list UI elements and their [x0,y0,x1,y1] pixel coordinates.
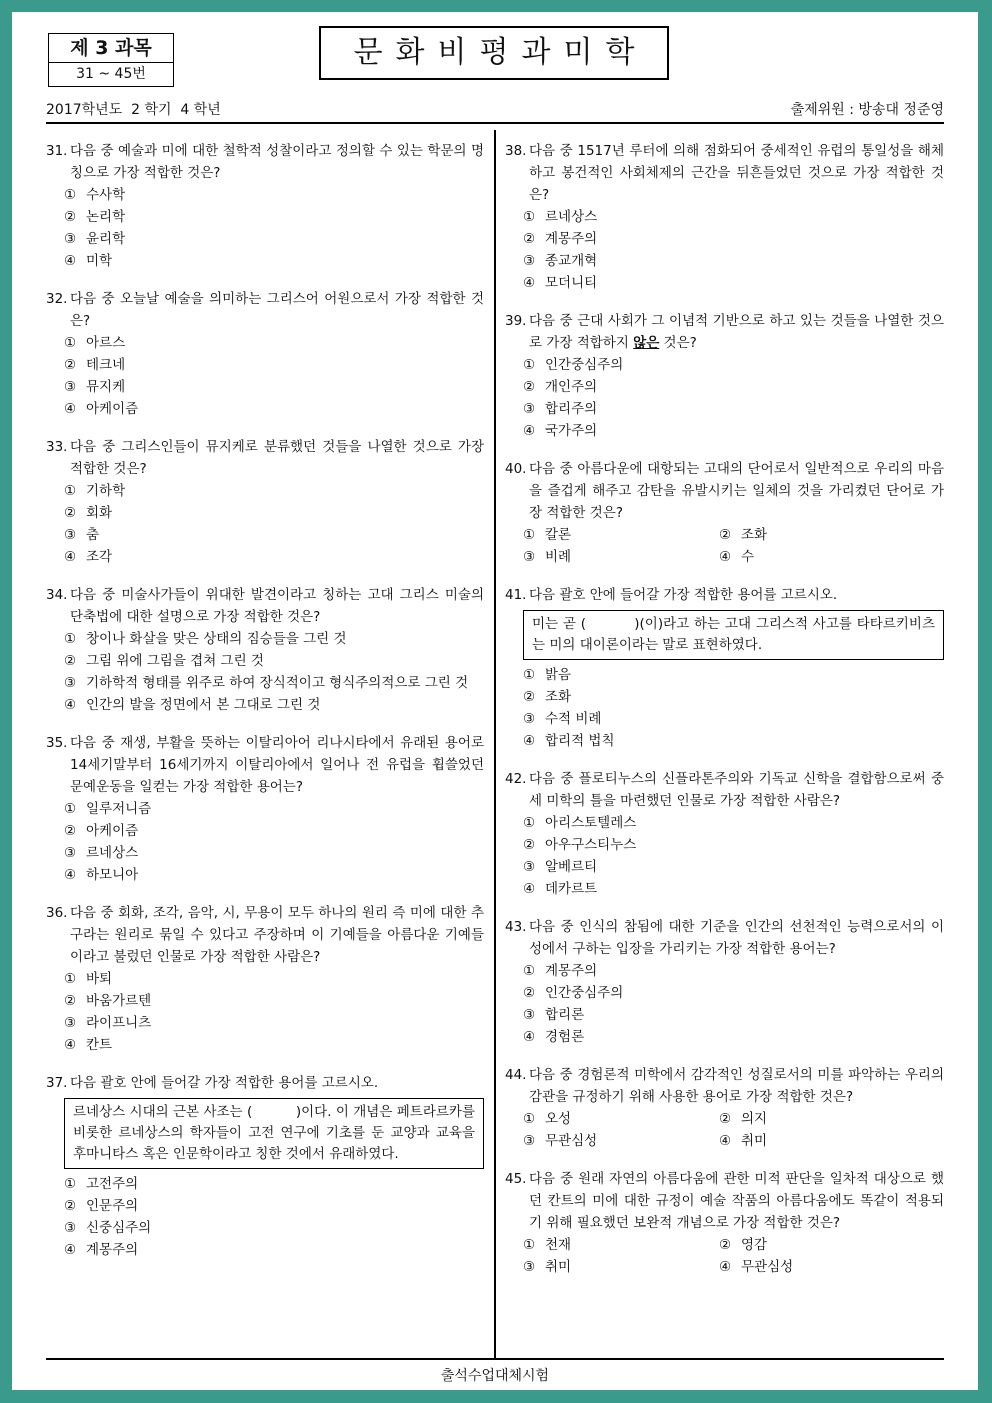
question-32 [46,288,484,420]
option-2[interactable]: ② 조화 [523,689,572,705]
question-31 [46,140,484,272]
option-2[interactable]: ② 의지 [719,1111,768,1127]
question-text: 다음 중 오늘날 예술을 의미하는 그리스어 어원으로서 가장 적합한 것은? [70,291,484,329]
option-3[interactable]: ③ 합리주의 [523,401,598,417]
option-3[interactable]: ③ 비례 [523,549,572,565]
option-3[interactable]: ③ 종교개혁 [523,253,598,269]
option-3[interactable]: ③ 무관심성 [523,1133,598,1149]
option-2[interactable]: ② 영감 [719,1237,768,1253]
option-2[interactable]: ② 테크네 [64,357,126,373]
option-4[interactable]: ④ 수 [719,549,755,565]
option-2[interactable]: ② 논리학 [64,209,126,225]
column-divider [494,130,496,1358]
option-4[interactable]: ④ 합리적 법칙 [523,733,615,749]
question-number: 41. [505,587,527,603]
question-text: 다음 괄호 안에 들어갈 가장 적합한 용어를 고르시오. [70,1075,379,1091]
option-2[interactable]: ② 인간중심주의 [523,985,624,1001]
option-1[interactable]: ① 바퇴 [64,971,113,987]
option-3[interactable]: ③ 뮤지케 [64,379,126,395]
option-4[interactable]: ④ 인간의 발을 정면에서 본 그대로 그린 것 [64,697,321,713]
question-number: 31. [46,143,68,159]
question-38 [505,140,944,294]
question-number: 44. [505,1067,527,1083]
option-1[interactable]: ① 일루저니즘 [64,801,152,817]
question-39 [505,310,944,442]
option-2[interactable]: ② 조화 [719,527,768,543]
question-text: 다음 중 인식의 참됨에 대한 기준을 인간의 선천적인 능력으로서의 이성에서 구하는 입장을 가리키는 가장 적합한 용어는? [529,919,944,957]
negation-emphasis: 않은 [633,335,660,351]
question-number: 38. [505,143,527,159]
question-number: 43. [505,919,527,935]
option-1[interactable]: ① 수사학 [64,187,126,203]
question-text: 다음 중 근대 사회가 그 이념적 기반으로 하고 있는 것들을 나열한 것으로 가장 적합하지 않은 것은? [529,313,944,351]
option-1[interactable]: ① 계몽주의 [523,963,598,979]
option-1[interactable]: ① 기하학 [64,483,126,499]
question-44 [505,1064,944,1152]
option-4[interactable]: ④ 미학 [64,253,113,269]
option-2[interactable]: ② 계몽주의 [523,231,598,247]
question-number: 32. [46,291,68,307]
option-1[interactable]: ① 르네상스 [523,209,598,225]
option-1[interactable]: ① 아르스 [64,335,126,351]
option-3[interactable]: ③ 춤 [64,527,100,543]
option-4[interactable]: ④ 하모니아 [64,867,139,883]
option-1[interactable]: ① 창이나 화살을 맞은 상태의 짐승들을 그린 것 [64,631,347,647]
option-4[interactable]: ④ 데카르트 [523,881,598,897]
option-2[interactable]: ② 그림 위에 그림을 겹쳐 그린 것 [64,653,264,669]
option-4[interactable]: ④ 취미 [719,1133,768,1149]
question-number: 33. [46,439,68,455]
option-3[interactable]: ③ 합리론 [523,1007,585,1023]
question-43 [505,916,944,1048]
option-1[interactable]: ① 고전주의 [64,1176,139,1192]
question-36 [46,902,484,1056]
option-2[interactable]: ② 회화 [64,505,113,521]
question-text: 다음 중 재생, 부활을 뜻하는 이탈리아어 리나시타에서 유래된 용어로 14세기말부터 16세기까지 이탈리아에서 일어나 전 유럽을 휩쓸었던 문예운동을 일컫는 가장 적합한 용어는? [70,735,484,795]
option-3[interactable]: ③ 르네상스 [64,845,139,861]
passage-box: 르네상스 시대의 근본 사조는 ( )이다. 이 개념은 페트라르카를 비롯한 르네상스의 학자들이 고전 연구에 기초를 둔 교양과 교육을 후마니타스 혹은 인문학이라고 칭한 것에서 유래하였다. [64,1098,484,1169]
question-33 [46,436,484,568]
question-number: 34. [46,587,68,603]
question-42 [505,768,944,900]
question-number: 42. [505,771,527,787]
option-1[interactable]: ① 인간중심주의 [523,357,624,373]
subject-label: 제 3 과목 [49,34,173,63]
option-4[interactable]: ④ 계몽주의 [64,1242,139,1258]
option-4[interactable]: ④ 아케이즘 [64,401,139,417]
question-number: 39. [505,313,527,329]
option-4[interactable]: ④ 경험론 [523,1029,585,1045]
question-number: 40. [505,461,527,477]
exam-page [12,12,978,1390]
passage-box: 미는 곧 ( )(이)라고 하는 고대 그리스적 사고를 타타르키비츠는 미의 대이론이라는 말로 표현하였다. [523,610,944,660]
question-text: 다음 중 아름다운에 대항되는 고대의 단어로서 일반적으로 우리의 마음을 즐겁게 해주고 감탄을 유발시키는 일체의 것을 가리켰던 단어로 가장 적합한 것은? [529,461,944,521]
question-number: 45. [505,1171,527,1187]
footer-text: 출석수업대체시험 [440,1368,550,1384]
question-text: 다음 중 그리스인들이 뮤지케로 분류했던 것들을 나열한 것으로 가장 적합한 것은? [70,439,484,477]
option-4[interactable]: ④ 무관심성 [719,1259,794,1275]
option-1[interactable]: ① 칼론 [523,527,572,543]
term-info: 2017학년도 2 학기 4 학년 [46,102,221,118]
option-2[interactable]: ② 인문주의 [64,1198,139,1214]
question-number: 36. [46,905,68,921]
question-text: 다음 중 미술사가들이 위대한 발견이라고 칭하는 고대 그리스 미술의 단축법에 대한 설명으로 가장 적합한 것은? [70,587,484,625]
option-3[interactable]: ③ 취미 [523,1259,572,1275]
option-3[interactable]: ③ 기하학적 형태를 위주로 하여 장식적이고 형식주의적으로 그린 것 [64,675,469,691]
question-text: 다음 중 원래 자연의 아름다움에 관한 미적 판단을 일차적 대상으로 했던 칸트의 미에 대한 규정이 예술 작품의 아름다움에도 똑같이 적용되기 위해 필요했던 보완적 개념으로 가장 적합한 것은? [529,1171,944,1231]
question-40 [505,458,944,568]
question-35 [46,732,484,886]
question-text: 다음 중 경험론적 미학에서 감각적인 성질로서의 미를 파악하는 우리의 감관을 규정하기 위해 사용한 용어로 가장 적합한 것은? [529,1067,944,1105]
option-2[interactable]: ② 개인주의 [523,379,598,395]
option-3[interactable]: ③ 윤리학 [64,231,126,247]
option-1[interactable]: ① 밝음 [523,667,572,683]
option-1[interactable]: ① 아리스토텔레스 [523,815,637,831]
subject-box [48,33,174,87]
option-4[interactable]: ④ 모더니티 [523,275,598,291]
option-4[interactable]: ④ 국가주의 [523,423,598,439]
option-2[interactable]: ② 아케이즘 [64,823,139,839]
footer-divider [46,1358,944,1360]
left-column [46,140,484,1261]
right-column [505,140,944,1278]
option-3[interactable]: ③ 라이프니츠 [64,1015,152,1031]
question-34 [46,584,484,716]
option-3[interactable]: ③ 수적 비례 [523,711,602,727]
question-37 [46,1072,484,1261]
exam-title: 문화비평과미학 [319,26,669,80]
question-text: 다음 중 플로티누스의 신플라톤주의와 기독교 신학을 결합함으로써 중세 미학의 틀을 마련했던 인물로 가장 적합한 사람은? [529,771,944,809]
question-41 [505,584,944,752]
option-2[interactable]: ② 아우구스티누스 [523,837,637,853]
question-text: 다음 중 1517년 루터에 의해 점화되어 중세적인 유럽의 통일성을 해체하고 봉건적인 사회체제의 근간을 뒤흔들었던 것으로 가장 적합한 것은? [529,143,944,203]
question-text: 다음 중 회화, 조각, 음악, 시, 무용이 모두 하나의 원리 즉 미에 대한 추구라는 원리로 묶일 수 있다고 주장하며 이 기예들을 아름다운 기예들이라고 불렀던 인물로 가장 적합한 사람은? [70,905,484,965]
option-4[interactable]: ④ 조각 [64,549,113,565]
header-divider [46,122,944,124]
question-text: 다음 괄호 안에 들어갈 가장 적합한 용어를 고르시오. [529,587,838,603]
option-1[interactable]: ① 오성 [523,1111,572,1127]
option-4[interactable]: ④ 칸트 [64,1037,113,1053]
option-2[interactable]: ② 바움가르텐 [64,993,152,1009]
question-range: 31 ~ 45번 [76,66,146,82]
question-number: 35. [46,735,68,751]
question-number: 37. [46,1075,68,1091]
question-text: 다음 중 예술과 미에 대한 철학적 성찰이라고 정의할 수 있는 학문의 명칭으로 가장 적합한 것은? [70,143,484,181]
option-3[interactable]: ③ 알베르티 [523,859,598,875]
option-1[interactable]: ① 천재 [523,1237,572,1253]
examiner-info: 출제위원 : 방송대 정준영 [790,102,944,118]
option-3[interactable]: ③ 신중심주의 [64,1220,152,1236]
question-45 [505,1168,944,1278]
